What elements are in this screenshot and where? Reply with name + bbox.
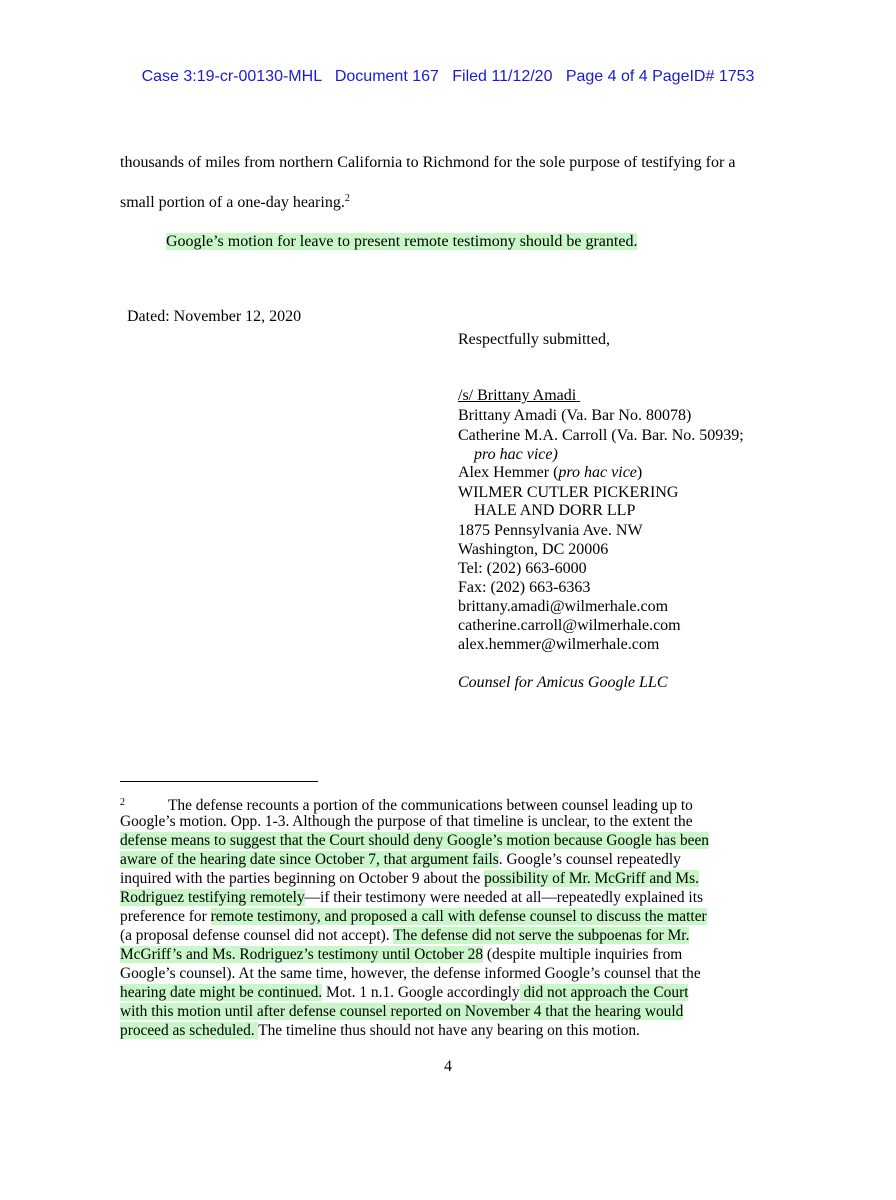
sig-firm-1: WILMER CUTLER PICKERING [458,484,679,501]
closing: Respectfully submitted, [458,331,610,348]
fn-hl-6: Rodriguez testifying remotely [120,889,305,906]
footnote-ref: 2 [344,193,350,204]
ecf-header [0,68,896,86]
document-number: Document 167 [334,68,439,85]
sig-email-3: alex.hemmer@wilmerhale.com [458,636,660,653]
footnote-line-3 [120,831,780,851]
footnote-line-8 [120,926,780,946]
body-line-2-text: small portion of a one-day hearing. [120,194,345,211]
sig-line-4 [458,463,642,483]
sig-tel: Tel: (202) 663-6000 [458,560,587,577]
fn-hl-9: McGriff’s and Ms. Rodriguez’s testimony until October 28 [120,946,484,963]
footnote-line-12 [120,1002,780,1022]
fn-text-9: (despite multiple inquiries from [483,946,683,963]
dated-line: Dated: November 12, 2020 [127,308,302,325]
sig-line-2: Catherine M.A. Carroll (Va. Bar. No. 50939; [458,427,744,444]
fn-hl-7: remote testimony, and proposed a call with defense counsel to discuss the matter [210,908,707,925]
footnote-line-9 [120,945,780,965]
signature-underline [576,386,694,406]
sig-address-1: 1875 Pennsylvania Ave. NW [458,522,643,539]
sig-phv: pro hac vice [558,464,637,481]
footnote-number: 2 [120,797,125,808]
case-number: Case 3:19-cr-00130-MHL [141,68,322,85]
fn-text-4: . Google’s counsel repeatedly [498,851,681,868]
footnote-line-11 [120,983,780,1003]
fn-text-6: —if their testimony were needed at all—repeatedly explained its [304,889,703,906]
filed-date: Filed 11/12/20 [452,68,553,85]
fn-text-1: The defense recounts a portion of the communications between counsel leading up to [168,797,693,814]
sig-fax: Fax: (202) 663-6363 [458,579,591,596]
body-line-2 [120,193,350,213]
page-id: PageID# 1753 [652,68,755,85]
fn-text-11: Mot. 1 n.1. Google accordingly [322,984,520,1001]
sig-hemmer: Alex Hemmer ( [458,464,559,481]
conclusion-highlight: Google’s motion for leave to present remote testimony should be granted. [166,233,638,250]
footnote-rule [120,781,318,782]
fn-hl-5: possibility of Mr. McGriff and Ms. [484,870,699,887]
sig-email-1: brittany.amadi@wilmerhale.com [458,598,669,615]
footnote-line-5 [120,869,780,889]
fn-hl-11: hearing date might be continued. [120,984,323,1001]
sig-firm-2: HALE AND DORR LLP [474,502,636,519]
counsel-line: Counsel for Amicus Google LLC [458,674,668,691]
fn-hl-12: with this motion until after defense counsel reported on November 4 that the hearing would [120,1003,684,1020]
fn-hl-13: proceed as scheduled. [120,1022,259,1039]
signature-name: /s/ Brittany Amadi [458,387,577,404]
conclusion [166,232,637,252]
sig-line-3: pro hac vice) [474,446,558,463]
footnote-line-4 [120,850,780,870]
footnote-line-7 [120,907,780,927]
sig-paren: ) [636,464,643,481]
fn-hl-11b: did not approach the Court [519,984,689,1001]
fn-text-7: preference for [120,908,211,925]
sig-address-2: Washington, DC 20006 [458,541,609,558]
fn-hl-8: The defense did not serve the subpoenas for Mr. [393,927,690,944]
fn-text-5: inquired with the parties beginning on October 9 about the [120,870,485,887]
footnote-line-6 [120,888,780,908]
fn-hl-4: aware of the hearing date since October 7, that argument fails [120,851,499,868]
fn-hl-3: defense means to suggest that the Court should deny Google’s motion because Google has been [120,832,709,849]
fn-text-13: The timeline thus should not have any bearing on this motion. [258,1022,640,1039]
body-line-1: thousands of miles from northern California to Richmond for the sole purpose of testifying for a [120,154,736,171]
sig-line-1: Brittany Amadi (Va. Bar No. 80078) [458,407,692,424]
sig-email-2: catherine.carroll@wilmerhale.com [458,617,681,634]
fn-text-8: (a proposal defense counsel did not accept). [120,927,394,944]
signature-line [458,386,694,406]
footnote-line-10: Google’s counsel). At the same time, however, the defense informed Google’s counsel that the [120,965,701,982]
footnote-line-2: Google’s motion. Opp. 1-3. Although the purpose of that timeline is unclear, to the extent the [120,813,693,830]
page-number: 4 [444,1058,452,1075]
footnote-line-13 [120,1021,780,1041]
page-of: Page 4 of 4 [565,68,648,85]
